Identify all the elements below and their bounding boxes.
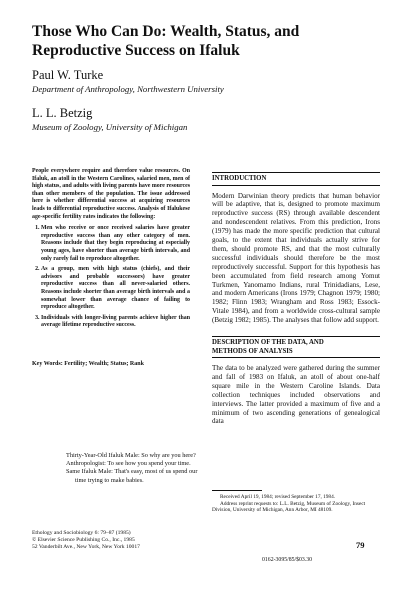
received-note: Received April 19, 1984; revised September 17, 1984. <box>220 494 336 500</box>
methods-text: The data to be analyzed were gathered during the summer and fall of 1983 on Ifaluk, an atoll of about one-half square mile in the Western Caroline Islands. Data collection techniques included observations and interviews. The latter provided a maximum of five and a minimum of two ascending generations of genealogical data <box>212 364 380 426</box>
author-name-1: Paul W. Turke <box>32 68 104 82</box>
abstract-point-1: 1. Men who receive or once received salaries have greater reproductive success than any other category of men. Reasons include that they begin reproducing at especially young ages, have shorter than average birth intervals, and only rarely fail to reproduce altogether. <box>41 225 190 263</box>
epigraph-line-1: Thirty-Year-Old Ifaluk Male: So why are you here? <box>66 452 196 459</box>
epigraph-line-3: Same Ifaluk Male: That's easy, most of us spend our time trying to make babies. <box>66 468 198 484</box>
abstract-point-2: 2. As a group, men with high status (chiefs), and their advisors and probable successors) have greater reproductive success than all never-salaried others. Reasons include shorter than average birth intervals and a somewhat lower than average chance of failing to reproduce altogether. <box>41 266 190 312</box>
methods-section <box>212 336 380 426</box>
methods-heading-line-1: DESCRIPTION OF THE DATA, AND <box>212 339 324 346</box>
introduction-text: Modern Darwinian theory predicts that human behavior will be adaptive, that is, designed to promote maximum reproductive success (RS) through available descendent and nondescendent relatives. From this prediction, Irons (1979) has made the more specific prediction that cultural goals, to the extent that individuals actually strive for them, should promote RS, and that the most culturally successful individuals should therefore be the most reproductively successful. Support for this hypothesis has been accumulated from field research among Yomut Turkmen, Yanomamo Indians, rural Trinidadians, Lese, and modern Americans (Irons 1979; Chagnon 1979; 1980; 1982; Flinn 1983; Wrangham and Ross 1983; Essock-Vitale 1984), and from a worldwide cross-cultural sample (Betzig 1982; 1985). The analyses that follow add support. <box>212 191 380 325</box>
journal-footer <box>32 530 222 551</box>
page-number: 79 <box>356 540 365 550</box>
methods-heading <box>212 336 380 358</box>
introduction-heading: INTRODUCTION <box>212 172 380 186</box>
methods-heading-line-2: METHODS OF ANALYSIS <box>212 347 293 355</box>
abstract-points <box>32 225 190 330</box>
journal-citation: Ethology and Sociobiology 6: 79–87 (1985) <box>32 530 131 536</box>
reprint-note: Address reprint requests to: L.L. Betzig, Museum of Zoology, Insect Division, University of Michigan, Ann Arbor, MI 48109. <box>212 500 366 514</box>
epigraph-line-2: Anthropologist: To see how you spend your time. <box>66 460 191 468</box>
epigraph <box>66 452 202 485</box>
title-line-1: Those Who Can Do: Wealth, Status, and <box>32 23 300 40</box>
abstract <box>32 168 190 333</box>
abstract-intro: People everywhere require and therefore value resources. On Ifaluk, an atoll in the Western Carolines, salaried men, men of high status, and adults with living parents have more resources than other members of the population. The issue addressed here is whether differential success at acquiring resources leads to differential reproductive success. Analysis of Ifalukese age-specific fertility rates indicates the following: <box>32 168 190 220</box>
abstract-point-3: 3. Individuals with longer-living parents achieve higher than average lifetime reproductive success. <box>41 315 190 330</box>
issn-code: 0162-3095/85/$03.30 <box>262 557 313 563</box>
copyright-line: © Elsevier Science Publishing Co., Inc., 1985 <box>32 537 135 543</box>
author-affiliation-1: Department of Anthropology, Northwestern University <box>32 84 224 94</box>
article-title <box>32 22 377 60</box>
publisher-address: 52 Vanderbilt Ave., New York, New York 10017 <box>32 544 140 550</box>
keywords: Key Words: Fertility; Wealth; Status; Rank <box>32 361 144 367</box>
author-name-2: L. L. Betzig <box>32 106 93 120</box>
footnotes <box>212 494 380 514</box>
author-affiliation-2: Museum of Zoology, University of Michigan <box>32 122 188 132</box>
introduction-section <box>212 172 380 325</box>
title-line-2: Reproductive Success on Ifaluk <box>32 42 240 59</box>
footnote-divider <box>212 490 262 491</box>
